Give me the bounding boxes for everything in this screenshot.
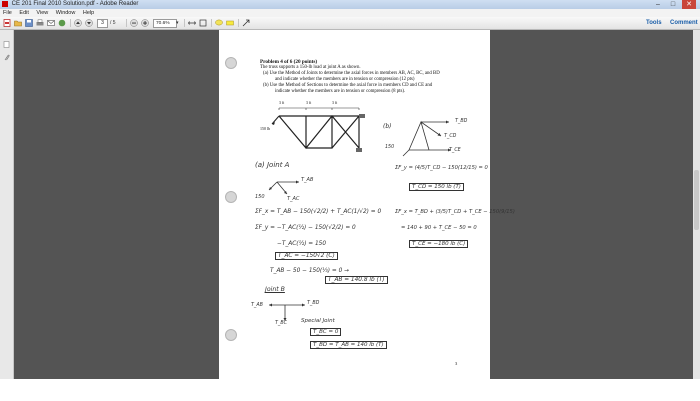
- joint-a-tab-label: T_AB: [301, 177, 314, 183]
- page-number-label: 3: [455, 361, 458, 366]
- menu-view[interactable]: View: [36, 10, 49, 16]
- previous-page-icon[interactable]: [74, 19, 82, 27]
- page-number-input[interactable]: 3: [97, 19, 108, 28]
- menu-window[interactable]: Window: [55, 10, 76, 16]
- truss-figure: [259, 96, 369, 154]
- joint-b-tbc-label: T_BC: [275, 321, 287, 326]
- answer-box: T_CE = −180 lb (C): [409, 240, 468, 248]
- expand-icon[interactable]: [242, 19, 250, 27]
- comment-bubble-icon[interactable]: [215, 19, 223, 27]
- close-button[interactable]: ✕: [682, 0, 696, 9]
- equation-line: = 140 + 90 + T_CE − 50 = 0: [401, 225, 477, 231]
- navigation-pane: [0, 30, 14, 379]
- answer-box: T_BC = 0: [310, 328, 341, 336]
- part-a-text-cont: and indicate whether the members are in tension or compression (12 pts): [275, 77, 415, 82]
- joint-a-load-label: 150: [255, 194, 265, 200]
- menu-bar: [0, 9, 700, 17]
- equation-line: T_AB − 50 − 150(⅓) = 0 →: [270, 268, 349, 274]
- window-title: CE 201 Final 2010 Solution.pdf - Adobe Reader: [11, 1, 139, 7]
- equation-line: ΣF_x = T_BD + (3/5)T_CD + T_CE − 150(9/15): [395, 209, 515, 215]
- next-page-icon[interactable]: [85, 19, 93, 27]
- toolbar-separator: [184, 19, 185, 27]
- page-thumbnails-icon[interactable]: [3, 35, 10, 42]
- load-label: 150 lb: [260, 126, 271, 131]
- highlight-icon[interactable]: [226, 19, 234, 27]
- toolbar-separator: [211, 19, 212, 27]
- toolbar-separator: [70, 19, 71, 27]
- problem-intro: The truss supports a 150-lb load at joint A as shown.: [260, 65, 361, 70]
- scrollbar-thumb[interactable]: [694, 170, 699, 230]
- minimize-button[interactable]: –: [656, 1, 660, 8]
- document-viewer[interactable]: [14, 30, 693, 379]
- toolbar-separator: [238, 19, 239, 27]
- attachments-icon[interactable]: [3, 48, 10, 55]
- create-pdf-icon[interactable]: [3, 19, 11, 27]
- equation-line: ΣF_y = −T_AC(½) − 150(√2/2) = 0: [255, 225, 356, 231]
- open-icon[interactable]: [14, 19, 22, 27]
- zoom-dropdown-icon[interactable]: ▾: [176, 20, 179, 26]
- menu-edit[interactable]: Edit: [19, 10, 29, 16]
- answer-box: T_AB = 140.8 lb (T): [325, 276, 388, 284]
- tools-pane-link[interactable]: Tools: [646, 20, 662, 26]
- equation-line: ΣF_y = (4/5)T_CD − 150(12/15) = 0: [395, 165, 488, 171]
- fit-page-icon[interactable]: [199, 19, 207, 27]
- share-icon[interactable]: [58, 19, 66, 27]
- toolbar: [0, 17, 700, 30]
- answer-box: T_BD = T_AB = 140 lb (T): [310, 341, 387, 349]
- binder-hole: [225, 57, 237, 69]
- section-tcd-label: T_CD: [444, 134, 457, 139]
- binder-hole: [225, 329, 237, 341]
- part-b-text: (b) Use the Method of Sections to determine the axial force in members CD and CE and: [263, 83, 433, 88]
- comment-pane-link[interactable]: Comment: [670, 20, 698, 26]
- dimension-label: 3 ft: [306, 101, 312, 105]
- maximize-button[interactable]: □: [670, 1, 676, 8]
- toolbar-separator: [126, 19, 127, 27]
- section-load-label: 150: [385, 145, 395, 150]
- part-b-label: (b): [383, 123, 392, 130]
- dimension-label: 3 ft: [279, 101, 285, 105]
- answer-box: T_AC = −150√2 (C): [275, 252, 338, 260]
- part-a-text: (a) Use the Method of Joints to determine the axial forces in members AB, AC, BC, and BD: [263, 71, 440, 76]
- page-total: / 5: [110, 20, 116, 26]
- equation-line: −T_AC(½) = 150: [277, 241, 327, 247]
- part-b-text-cont: indicate whether the members are in tension or compression (8 pts).: [275, 89, 406, 94]
- email-icon[interactable]: [47, 19, 55, 27]
- problem-heading: Problem 4 of 6 (20 points): [260, 59, 318, 65]
- joint-a-tac-label: T_AC: [287, 196, 300, 202]
- title-bar: [0, 0, 700, 9]
- adobe-reader-icon: [2, 1, 8, 7]
- zoom-out-icon[interactable]: [130, 19, 138, 27]
- binder-hole: [225, 191, 237, 203]
- dimension-label: 3 ft: [332, 101, 338, 105]
- window-bottom-area: [0, 379, 700, 401]
- joint-b-heading: Joint B: [265, 286, 285, 293]
- equation-line: ΣF_x = T_AB − 150(√2/2) + T_AC(1/√2) = 0: [255, 209, 382, 215]
- special-joint-note: Special Joint: [301, 318, 335, 324]
- pdf-page: [219, 30, 515, 379]
- menu-help[interactable]: Help: [82, 10, 95, 16]
- joint-b-tab-label: T_AB: [251, 303, 263, 308]
- fit-width-icon[interactable]: [188, 19, 196, 27]
- joint-a-heading: (a) Joint A: [255, 161, 290, 169]
- section-tce-label: T_CE: [449, 148, 461, 153]
- menu-file[interactable]: File: [3, 10, 12, 16]
- answer-box: T_CD = 150 lb (T): [409, 183, 464, 191]
- print-icon[interactable]: [36, 19, 44, 27]
- joint-b-tbd-label: T_BD: [307, 301, 320, 306]
- save-icon[interactable]: [25, 19, 33, 27]
- zoom-in-icon[interactable]: [141, 19, 149, 27]
- zoom-input[interactable]: 70.6%: [153, 19, 177, 28]
- section-tbd-label: T_BD: [455, 119, 468, 124]
